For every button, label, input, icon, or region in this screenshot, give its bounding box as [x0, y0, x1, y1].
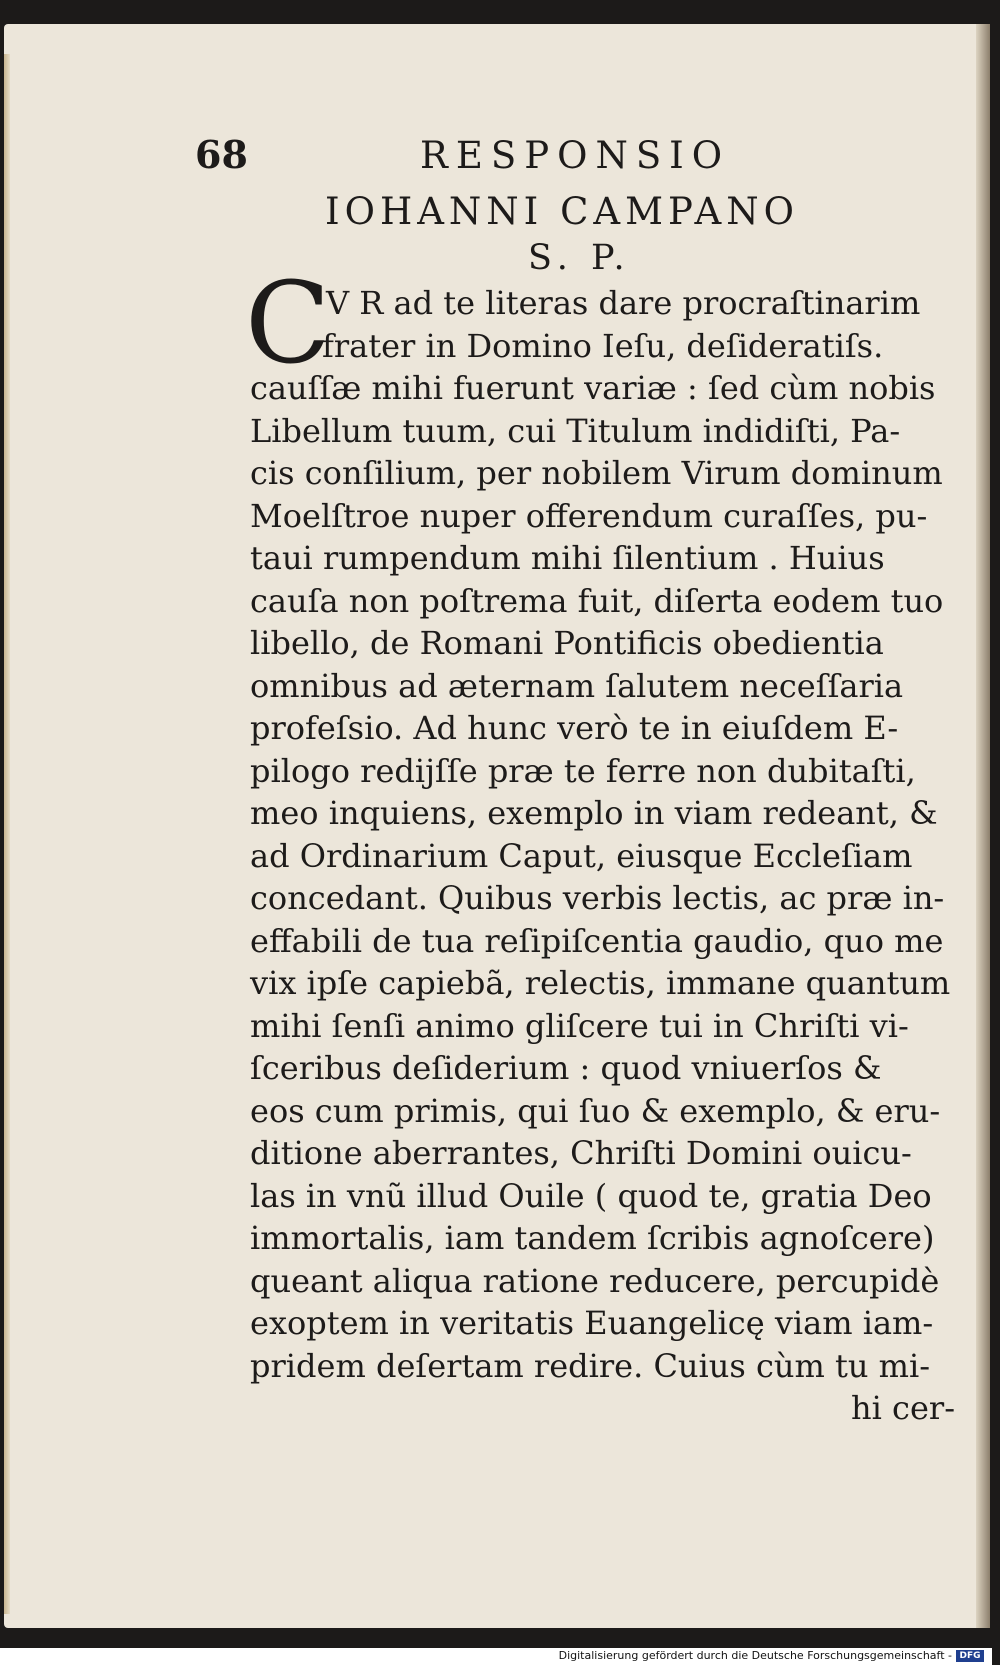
text-line: taui rumpendum mihi ſilentium . Huius [250, 539, 885, 577]
running-title: RESPONSIO [420, 134, 731, 177]
text-line: queant aliqua ratione reducere, percupidè [250, 1261, 940, 1300]
page-number: 68 [195, 132, 248, 177]
text-line: ſceribus deſiderium : quod vniuerſos & [250, 1049, 882, 1087]
text-line: mihi ſenſi animo gliſcere tui in Chriſti vi- [250, 1006, 909, 1045]
text-line: omnibus ad æternam ſalutem neceſſaria [250, 666, 904, 705]
text-line: profeſsio. Ad hunc verò te in eiuſdem E- [250, 709, 899, 747]
text-line: cauſſæ mihi fuerunt variæ : ſed cùm nobis [250, 369, 936, 407]
text-line: cauſa non poſtrema fuit, diſerta eodem tuo [250, 581, 944, 620]
text-line: pridem deſertam redire. Cuius cùm tu mi- [250, 1346, 931, 1385]
page-spine-edge [4, 54, 10, 1614]
text-line: immortalis, iam tandem ſcribis agnoſcere) [250, 1219, 935, 1257]
text-line: libello, de Romani Pontificis obedientia [250, 624, 884, 662]
text-line: pilogo redijſſe præ te ferre non dubitaſti, [250, 751, 916, 790]
text-line: meo inquiens, exemplo in viam redeant, & [250, 794, 938, 832]
dfg-logo: DFG [956, 1650, 984, 1662]
text-line: cis conſilium, per nobilem Virum dominum [250, 454, 943, 492]
text-line: V R ad te literas dare procraſtinarim [326, 284, 921, 322]
text-line: concedant. Quibus verbis lectis, ac præ in- [250, 879, 945, 917]
funding-credit: Digitalisierung gefördert durch die Deutsche Forschungsgemeinschaft - [558, 1649, 952, 1662]
letter-title: IOHANNI CAMPANO [325, 190, 799, 233]
page-header [195, 132, 960, 182]
text-line: Libellum tuum, cui Titulum indidiſti, Pa- [250, 411, 901, 450]
drop-cap: C [245, 259, 331, 389]
text-line: Moelſtroe nuper offerendum curaſſes, pu- [250, 496, 928, 535]
text-line: vix ipſe capiebã, relectis, immane quantum [250, 964, 951, 1002]
text-line: ad Ordinarium Caput, eiusque Eccleſiam [250, 836, 913, 875]
text-line: ditione aberrantes, Chriſti Domini ouicu- [250, 1134, 912, 1172]
catchword: hi cer- [851, 1389, 955, 1427]
text-line: las in vnũ illud Ouile ( quod te, gratia Deo [250, 1176, 932, 1215]
salutation: S. P. [528, 238, 631, 278]
text-line: exoptem in veritatis Euangelicę viam iam- [250, 1304, 934, 1342]
text-line: effabili de tua reſipiſcentia gaudio, quo me [250, 921, 944, 960]
letter-body [250, 282, 955, 1430]
digitization-footer [0, 1648, 992, 1665]
text-line: frater in Domino Ieſu, deſideratiſs. [322, 326, 884, 365]
text-line: eos cum primis, qui ſuo & exemplo, & eru- [250, 1091, 941, 1130]
page-fore-edge [976, 24, 990, 1628]
